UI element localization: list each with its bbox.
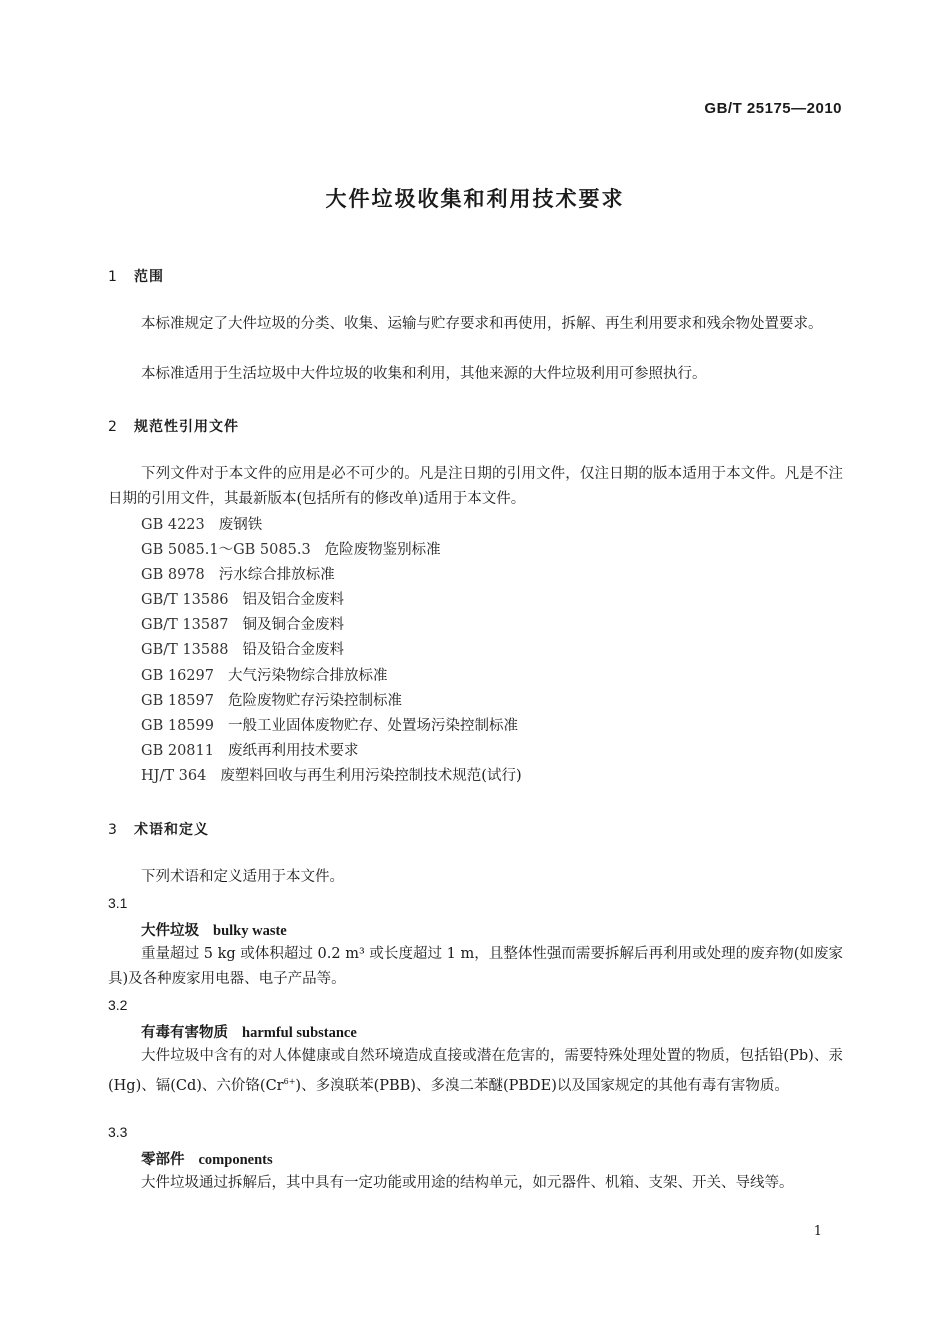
term-number: 3.1	[108, 895, 128, 911]
reference-code: GB 8978	[141, 567, 205, 583]
term-name-en: harmful substance	[242, 1025, 357, 1041]
reference-item	[141, 538, 441, 563]
term-name-zh: 大件垃圾	[141, 922, 199, 939]
term-name	[141, 1148, 273, 1169]
term-definition: 大件垃圾通过拆解后，其中具有一定功能或用途的结构单元，如元器件、机箱、支架、开关、导线等。	[141, 1175, 794, 1191]
reference-title: 污水综合排放标准	[218, 567, 335, 583]
reference-code: GB 18597	[141, 693, 214, 709]
section-number: 3	[108, 822, 118, 838]
term-name-zh: 零部件	[141, 1151, 185, 1168]
term-name-en: components	[198, 1152, 273, 1168]
reference-item	[141, 613, 344, 638]
section-number: 2	[108, 419, 118, 435]
reference-title: 铜及铜合金废料	[242, 617, 345, 633]
page-number: 1	[813, 1224, 822, 1239]
reference-item	[141, 513, 262, 538]
reference-item	[141, 714, 518, 739]
term-definition	[108, 1044, 843, 1099]
reference-item	[141, 689, 402, 714]
terms-intro: 下列术语和定义适用于本文件。	[141, 869, 344, 885]
reference-title: 废纸再利用技术要求	[227, 743, 359, 759]
section-1-heading	[108, 266, 164, 286]
section-2-heading	[108, 416, 239, 436]
term-name-zh: 有毒有害物质	[141, 1024, 228, 1041]
reference-title: 大气污染物综合排放标准	[227, 668, 388, 684]
reference-code: GB 20811	[141, 743, 214, 759]
document-title: 大件垃圾收集和利用技术要求	[325, 187, 625, 211]
reference-title: 废钢铁	[218, 517, 263, 533]
scope-paragraph-1: 本标准规定了大件垃圾的分类、收集、运输与贮存要求和再使用，拆解、再生利用要求和残余物处置要求。	[141, 316, 823, 332]
reference-title: 废塑料回收与再生利用污染控制技术规范(试行)	[220, 768, 522, 784]
reference-code: GB/T 13586	[141, 592, 229, 608]
section-title: 术语和定义	[134, 822, 209, 838]
reference-title: 铅及铅合金废料	[242, 642, 345, 658]
references-intro: 下列文件对于本文件的应用是必不可少的。凡是注日期的引用文件，仅注日期的版本适用于本文件。凡是不注日期的引用文件，其最新版本(包括所有的修改单)适用于本文件。	[108, 466, 843, 507]
term-name	[141, 1021, 357, 1042]
term-definition-part-b: )、多溴联苯(PBB)、多溴二苯醚(PBDE)以及国家规定的其他有毒有害物质。	[295, 1077, 789, 1094]
reference-code: GB 5085.1～GB 5085.3	[141, 542, 311, 558]
section-title: 范围	[134, 269, 164, 285]
section-number: 1	[108, 269, 118, 285]
reference-title: 一般工业固体废物贮存、处置场污染控制标准	[227, 718, 518, 734]
term-number: 3.3	[108, 1124, 128, 1140]
standard-number: GB/T 25175—2010	[704, 100, 842, 117]
reference-title: 铝及铝合金废料	[242, 592, 345, 608]
reference-item	[141, 563, 335, 588]
term-name	[141, 919, 287, 940]
reference-code: GB/T 13587	[141, 617, 229, 633]
reference-code: GB/T 13588	[141, 642, 229, 658]
term-definition: 重量超过 5 kg 或体积超过 0.2 m³ 或长度超过 1 m，且整体性强而需要拆解后再利用或处理的废弃物(如废家具)及各种废家用电器、电子产品等。	[108, 946, 843, 987]
reference-code: GB 16297	[141, 668, 214, 684]
reference-item	[141, 638, 344, 663]
reference-item	[141, 588, 344, 613]
term-name-en: bulky waste	[213, 923, 287, 939]
reference-item	[141, 739, 358, 764]
reference-code: HJ/T 364	[141, 768, 207, 784]
reference-item	[141, 664, 387, 689]
reference-title: 危险废物鉴别标准	[324, 542, 441, 558]
scope-paragraph-2: 本标准适用于生活垃圾中大件垃圾的收集和利用，其他来源的大件垃圾利用可参照执行。	[141, 366, 707, 382]
reference-item	[141, 764, 522, 789]
reference-code: GB 18599	[141, 718, 214, 734]
reference-code: GB 4223	[141, 517, 205, 533]
term-number: 3.2	[108, 997, 128, 1013]
term-definition-part-a: 大件垃圾中含有的对人体健康或自然环境造成直接或潜在危害的，需要特殊处理处置的物质，包括铅(Pb)、汞(Hg)、镉(Cd)、六价铬(Cr	[108, 1048, 843, 1094]
section-3-heading	[108, 819, 209, 839]
superscript: 6+	[283, 1077, 296, 1086]
reference-title: 危险废物贮存污染控制标准	[227, 693, 402, 709]
section-title: 规范性引用文件	[134, 419, 239, 435]
